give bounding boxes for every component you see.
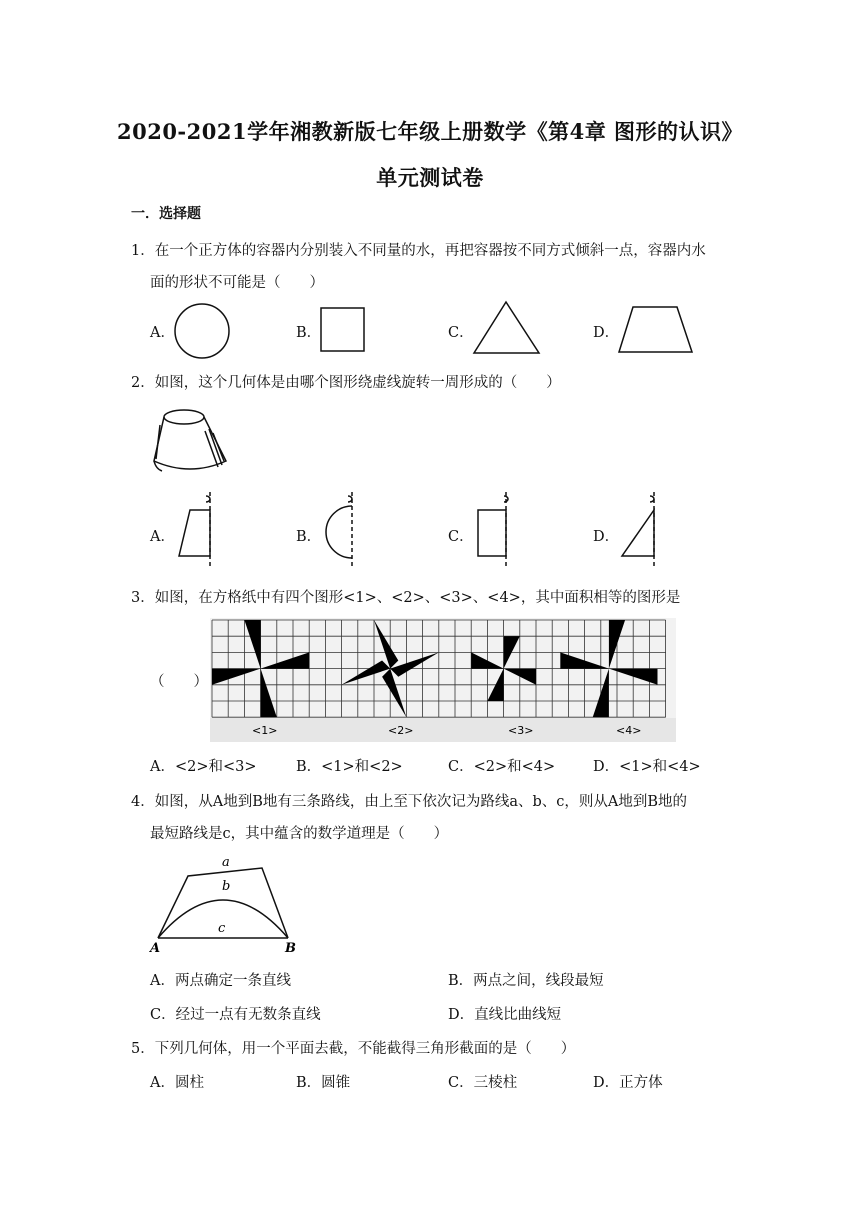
q1-trapezoid-figure	[617, 305, 695, 355]
q3-text-line1: 3．如图，在方格纸中有四个图形<1>、<2>、<3>、<4>，其中面积相等的图形是	[131, 590, 681, 606]
q3-paren: （ ）	[150, 674, 208, 690]
q3-option-c[interactable]: C．<2>和<4>	[448, 759, 556, 775]
q1-option-a-label[interactable]: A．	[150, 325, 175, 341]
q2-option-c-figure	[472, 490, 522, 570]
q1-text-line2: 面的形状不可能是（ ）	[150, 275, 324, 291]
q1-square-figure	[320, 307, 366, 353]
q2-option-d-figure	[616, 490, 666, 570]
q2-option-a-label[interactable]: A．	[150, 529, 175, 545]
q3-option-b[interactable]: B．<1>和<2>	[296, 759, 403, 775]
q3-option-a[interactable]: A．<2>和<3>	[150, 759, 257, 775]
q4-route-a-label: a	[222, 855, 230, 870]
section-heading: 一．选择题	[131, 206, 201, 222]
q2-option-b-label[interactable]: B．	[296, 529, 322, 545]
q1-option-b-label[interactable]: B．	[296, 325, 322, 341]
q2-frustum-figure	[150, 405, 230, 477]
q3-fig-label-2: <2>	[388, 724, 414, 737]
q4-option-a[interactable]: A．两点确定一条直线	[150, 973, 291, 989]
q4-route-c-label: c	[218, 921, 226, 936]
q4-point-b-label: B	[285, 941, 296, 956]
q4-text-line2: 最短路线是c，其中蕴含的数学道理是（ ）	[150, 826, 449, 842]
q5-option-b[interactable]: B．圆锥	[296, 1075, 351, 1091]
q4-route-b-label: b	[222, 879, 231, 894]
q4-option-c[interactable]: C．经过一点有无数条直线	[150, 1007, 321, 1023]
q4-option-d[interactable]: D．直线比曲线短	[448, 1007, 562, 1023]
q3-fig-label-1: <1>	[252, 724, 278, 737]
q1-option-c-label[interactable]: C．	[448, 325, 474, 341]
q3-fig-label-4: <4>	[616, 724, 642, 737]
q2-option-b-figure	[318, 490, 368, 570]
q1-option-d-label[interactable]: D．	[593, 325, 620, 341]
q5-option-d[interactable]: D．正方体	[593, 1075, 663, 1091]
q1-text-line1: 1．在一个正方体的容器内分别装入不同量的水，再把容器按不同方式倾斜一点，容器内水	[131, 243, 706, 259]
q2-option-c-label[interactable]: C．	[448, 529, 474, 545]
q1-triangle-figure	[472, 300, 542, 356]
q4-text-line1: 4．如图，从A地到B地有三条路线，由上至下依次记为路线a、b、c，则从A地到B地的	[131, 794, 688, 810]
q3-option-d[interactable]: D．<1>和<4>	[593, 759, 701, 775]
q5-option-c[interactable]: C．三棱柱	[448, 1075, 518, 1091]
q4-route-figure	[148, 852, 308, 956]
q3-grid-figure	[210, 618, 676, 742]
q4-option-b[interactable]: B．两点之间，线段最短	[448, 973, 604, 989]
q3-fig-label-3: <3>	[508, 724, 534, 737]
q2-text-line1: 2．如图，这个几何体是由哪个图形绕虚线旋转一周形成的（ ）	[131, 375, 561, 391]
q5-text-line1: 5．下列几何体，用一个平面去截，不能截得三角形截面的是（ ）	[131, 1041, 576, 1057]
q4-point-a-label: A	[150, 941, 161, 956]
page-subtitle: 单元测试卷	[376, 165, 484, 190]
q2-option-d-label[interactable]: D．	[593, 529, 620, 545]
q2-option-a-figure	[176, 490, 226, 570]
page-title: 2020-2021学年湘教新版七年级上册数学《第4章 图形的认识》	[116, 119, 744, 144]
q1-circle-figure	[173, 302, 233, 360]
q5-option-a[interactable]: A．圆柱	[150, 1075, 204, 1091]
